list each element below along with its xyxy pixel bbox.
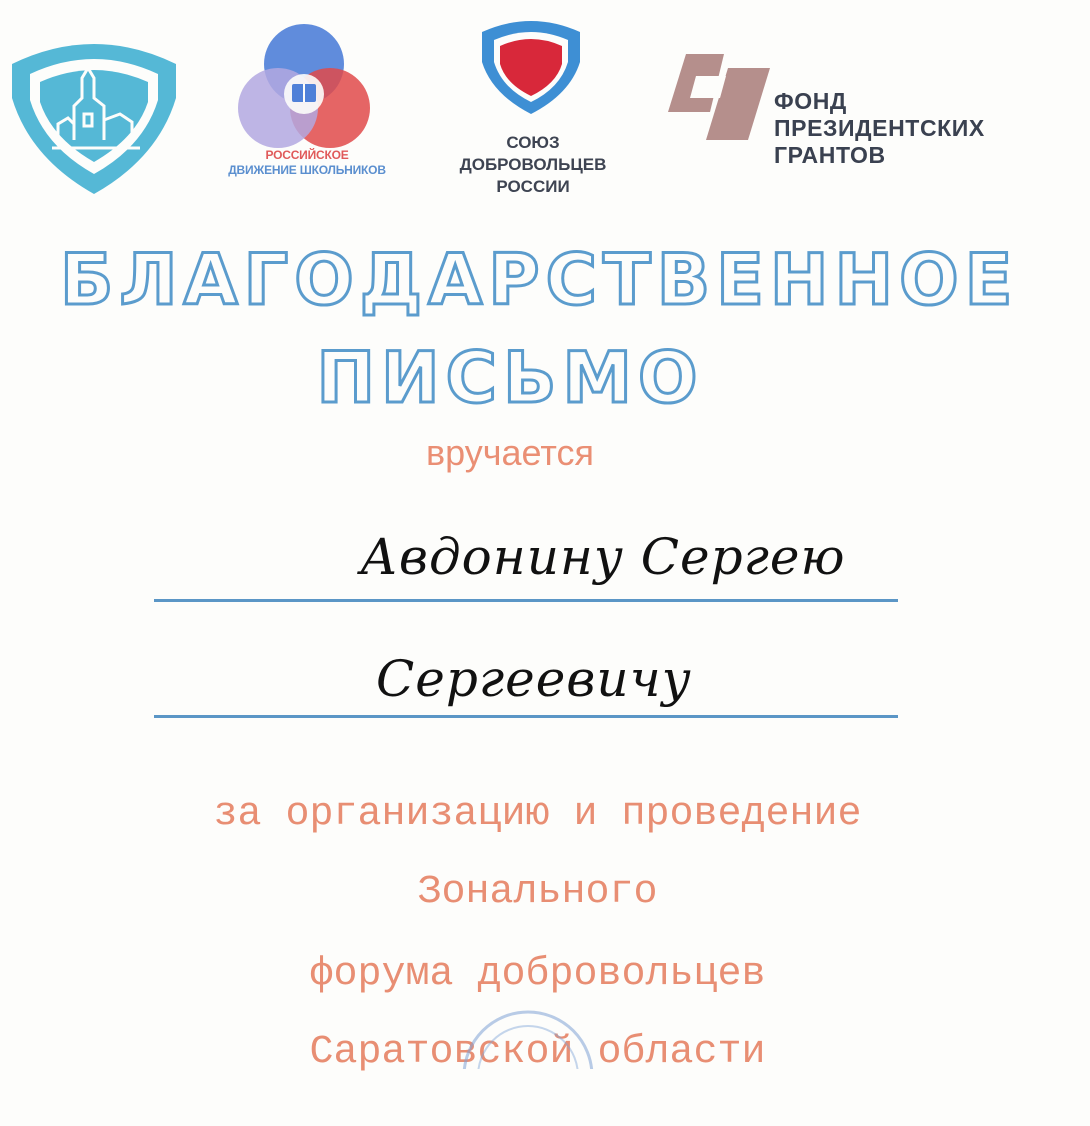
recipient-name-line1: Авдонину Сергею: [360, 528, 846, 586]
reason-line4: Саратовской области: [309, 1030, 766, 1075]
volunteers-caption-line3: РОССИИ: [496, 177, 570, 196]
reason-line1: за организацию и проведение: [213, 792, 862, 837]
recipient-underline-1: [154, 599, 898, 602]
volunteers-caption-line1: СОЮЗ: [506, 133, 560, 152]
rdsh-caption-line2: ДВИЖЕНИЕ ШКОЛЬНИКОВ: [228, 163, 386, 177]
volunteers-union-logo: [478, 14, 584, 116]
heart-shield-icon: [478, 14, 584, 116]
presented-to-label: вручается: [426, 432, 594, 473]
fpg-caption-line3: ГРАНТОВ: [774, 142, 886, 168]
castle-shield-icon: [8, 28, 180, 196]
fpg-logo: [666, 54, 770, 140]
volunteers-union-caption: [430, 132, 636, 198]
recipient-underline-2: [154, 715, 898, 718]
fpg-caption: [774, 88, 985, 169]
fpg-caption-line1: ФОНД: [774, 88, 847, 114]
rdsh-circles-icon: [238, 22, 370, 152]
castle-shield-logo: [8, 28, 180, 196]
reason-line2: Зонального: [417, 870, 658, 915]
fpg-caption-line2: ПРЕЗИДЕНТСКИХ: [774, 115, 985, 141]
volunteers-caption-line2: ДОБРОВОЛЬЦЕВ: [459, 155, 607, 174]
document-title-line1: БЛАГОДАРСТВЕННОЕ: [60, 239, 1019, 321]
round-stamp-icon: [458, 1006, 598, 1069]
rdsh-logo: [238, 22, 370, 152]
stamp-seal: [458, 1006, 598, 1126]
document-title-line2: ПИСЬМО: [316, 337, 704, 419]
recipient-name-line2: Сергеевичу: [376, 650, 692, 708]
reason-line3: форума добровольцев: [309, 952, 766, 997]
rdsh-caption-line1: РОССИЙСКОЕ: [265, 148, 349, 162]
fpg-bars-icon: [666, 54, 770, 140]
rdsh-caption: [222, 148, 392, 178]
